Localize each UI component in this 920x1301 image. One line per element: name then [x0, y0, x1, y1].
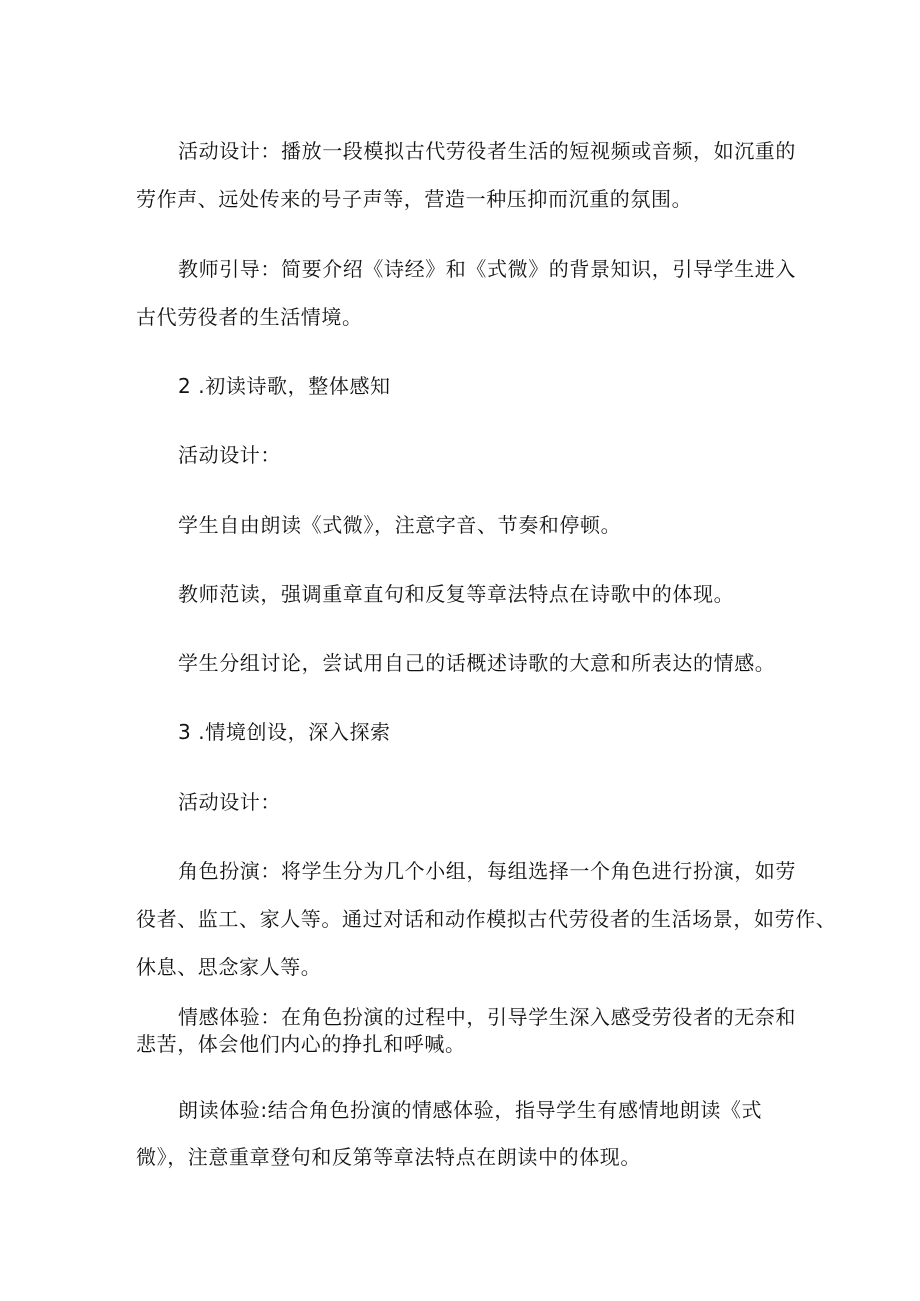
paragraph-8-line-1: 朗读体验:结合角色扮演的情感体验，指导学生有感情地朗读《式	[178, 1098, 763, 1122]
paragraph-6-line-3: 休息、思念家人等。	[136, 955, 322, 979]
paragraph-3-line-1: 学生自由朗读《式微》，注意字音、节奏和停顿。	[178, 513, 622, 537]
section-heading-3: 3 .情境创设，深入探索	[178, 720, 391, 744]
paragraph-4-line-1: 教师范读，强调重章直句和反复等章法特点在诗歌中的体现。	[178, 582, 735, 606]
paragraph-1-line-1: 活动设计：播放一段模拟古代劳役者生活的短视频或音频，如沉重的	[178, 139, 796, 163]
activity-label-2: 活动设计：	[178, 790, 281, 814]
paragraph-2-line-2: 古代劳役者的生活情境。	[136, 305, 363, 329]
paragraph-6-line-1: 角色扮演：将学生分为几个小组，每组选择一个角色进行扮演，如劳	[178, 859, 796, 883]
paragraph-2-line-1: 教师引导：简要介绍《诗经》和《式微》的背景知识，引导学生进入	[178, 257, 796, 281]
paragraph-8-line-2: 微》，注意重章登句和反第等章法特点在朗读中的体现。	[136, 1145, 641, 1169]
activity-label-1: 活动设计：	[178, 443, 281, 467]
paragraph-6-line-2: 役者、监工、家人等。通过对话和动作模拟古代劳役者的生活场景，如劳作、	[136, 907, 837, 931]
paragraph-5-line-1: 学生分组讨论，尝试用自己的话概述诗歌的大意和所表达的情感。	[178, 651, 776, 675]
paragraph-7-line-1: 情感体验：在角色扮演的过程中，引导学生深入感受劳役者的无奈和	[178, 1005, 796, 1029]
section-heading-2: 2 .初读诗歌，整体感知	[178, 374, 391, 398]
paragraph-7-line-2: 悲苦，体会他们内心的挣扎和呼喊。	[136, 1032, 466, 1056]
paragraph-1-line-2: 劳作声、远处传来的号子声等，营造一种压抑而沉重的氛围。	[136, 187, 693, 211]
